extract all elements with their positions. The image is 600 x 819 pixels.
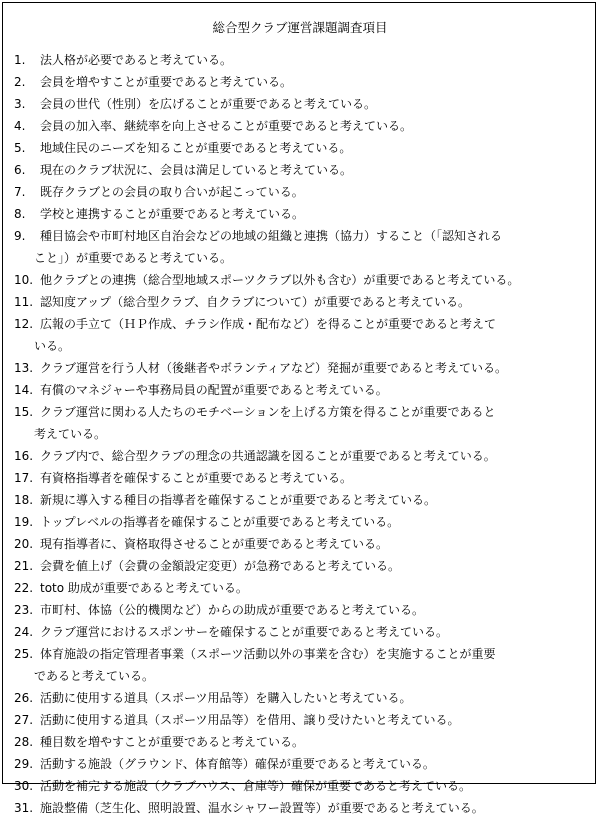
item-number: 24. [14,625,34,639]
item-number: 21. [14,559,34,573]
item-text: 考えている。 [34,427,107,441]
item-text: 活動に使用する道具（スポーツ用品等）を借用、譲り受けたいと考えている。 [40,713,460,727]
item-text: 会員を増やすことが重要であると考えている。 [40,75,293,89]
item-text: 現有指導者に、資格取得させることが重要であると考えている。 [40,537,389,551]
list-item [14,137,586,159]
item-number: 16. [14,449,34,463]
item-number: 3. [14,97,26,111]
list-item [14,775,586,797]
item-number: 30. [14,779,34,793]
item-text: 地域住民のニーズを知ることが重要であると考えている。 [40,141,352,155]
item-text: 会員の加入率、継続率を向上させることが重要であると考えている。 [40,119,413,133]
item-text: 法人格が必要であると考えている。 [40,53,233,67]
list-item [14,181,586,203]
item-number: 15. [14,405,34,419]
item-text: toto 助成が重要であると考えている。 [40,581,248,595]
item-text: 認知度アップ（総合型クラブ、自クラブについて）が重要であると考えている。 [40,295,470,309]
list-item [14,599,586,621]
item-number: 29. [14,757,34,771]
list-item [14,71,586,93]
item-number: 1. [14,53,26,67]
item-number: 26. [14,691,34,705]
list-item [14,709,586,731]
item-number: 25. [14,647,34,661]
list-item [14,357,586,379]
item-text: 有償のマネジャーや事務局員の配置が重要であると考えている。 [40,383,388,397]
item-number: 13. [14,361,34,375]
list-item [14,159,586,181]
list-item [14,379,586,401]
item-number: 19. [14,515,34,529]
item-text: 会員の世代（性別）を広げることが重要であると考えている。 [40,97,377,111]
item-number: 7. [14,185,26,199]
list-item [14,489,586,511]
item-number: 5. [14,141,26,155]
list-item [14,555,586,577]
item-number: 9. [14,229,26,243]
list-item [14,225,586,269]
item-text: 現在のクラブ状況に、会員は満足していると考えている。 [40,163,353,177]
item-text: 広報の手立て（ＨＰ作成、チラシ作成・配布など）を得ることが重要であると考えて [40,317,497,331]
list-item [14,577,586,599]
item-number: 14. [14,383,34,397]
item-number: 27. [14,713,34,727]
item-text: 種目数を増やすことが重要であると考えている。 [40,735,305,749]
item-text: 体育施設の指定管理者事業（スポーツ活動以外の事業を含む）を実施することが重要 [40,647,496,661]
item-number: 31. [14,801,34,815]
item-text: 活動を補完する施設（クラブハウス、倉庫等）確保が重要であると考えている。 [40,779,472,793]
item-text: 学校と連携することが重要であると考えている。 [40,207,305,221]
item-text: 活動に使用する道具（スポーツ用品等）を購入したいと考えている。 [40,691,412,705]
list-item [14,797,586,819]
item-text: クラブ運営を行う人材（後継者やボランティアなど）発掘が重要であると考えている。 [40,361,508,375]
list-item [14,445,586,467]
item-number: 8. [14,207,26,221]
list-item [14,313,586,357]
item-text: 市町村、体協（公的機関など）からの助成が重要であると考えている。 [40,603,425,617]
item-text: 新規に導入する種目の指導者を確保することが重要であると考えている。 [40,493,437,507]
list-item [14,467,586,489]
item-text: いる。 [34,339,71,353]
list-item [14,269,586,291]
list-item [14,203,586,225]
item-text: クラブ内で、総合型クラブの理念の共通認識を図ることが重要であると考えている。 [40,449,496,463]
page-title: 総合型クラブ運営課題調査項目 [212,20,388,35]
item-number: 6. [14,163,26,177]
list-item [14,533,586,555]
item-text: 活動する施設（グラウンド、体育館等）確保が重要であると考えている。 [40,757,435,771]
item-number: 10. [14,273,34,287]
list-item [14,115,586,137]
item-number: 11. [14,295,34,309]
list-item [14,753,586,775]
list-item [14,401,586,445]
item-text: 会費を値上げ（会費の金額設定変更）が急務であると考えている。 [40,559,401,573]
list-item [14,643,586,687]
item-text: 他クラブとの連携（総合型地域スポーツクラブ以外も含む）が重要であると考えている。 [40,273,520,287]
list-item [14,511,586,533]
item-number: 20. [14,537,34,551]
survey-item-list [14,49,586,819]
item-number: 2. [14,75,26,89]
item-text: 種目協会や市町村地区自治会などの地域の組織と連携（協力）すること（「認知される [40,229,503,243]
list-item [14,621,586,643]
list-item [14,291,586,313]
item-text: 施設整備（芝生化、照明設置、温水シャワー設置等）が重要であると考えている。 [40,801,484,815]
item-text: トップレベルの指導者を確保することが重要であると考えている。 [40,515,400,529]
item-text: 既存クラブとの会員の取り合いが起こっている。 [40,185,304,199]
item-text: クラブ運営に関わる人たちのモチベーションを上げる方策を得ることが重要であると [40,405,496,419]
item-text: こと」）が重要であると考えている。 [34,251,233,265]
item-number: 18. [14,493,34,507]
item-number: 4. [14,119,26,133]
item-number: 22. [14,581,34,595]
list-item [14,49,586,71]
item-text: クラブ運営におけるスポンサーを確保することが重要であると考えている。 [40,625,449,639]
item-text: であると考えている。 [34,669,155,683]
item-number: 23. [14,603,34,617]
item-number: 28. [14,735,34,749]
item-number: 17. [14,471,34,485]
item-number: 12. [14,317,34,331]
list-item [14,93,586,115]
list-item [14,731,586,753]
item-text: 有資格指導者を確保することが重要であると考えている。 [40,471,353,485]
list-item [14,687,586,709]
